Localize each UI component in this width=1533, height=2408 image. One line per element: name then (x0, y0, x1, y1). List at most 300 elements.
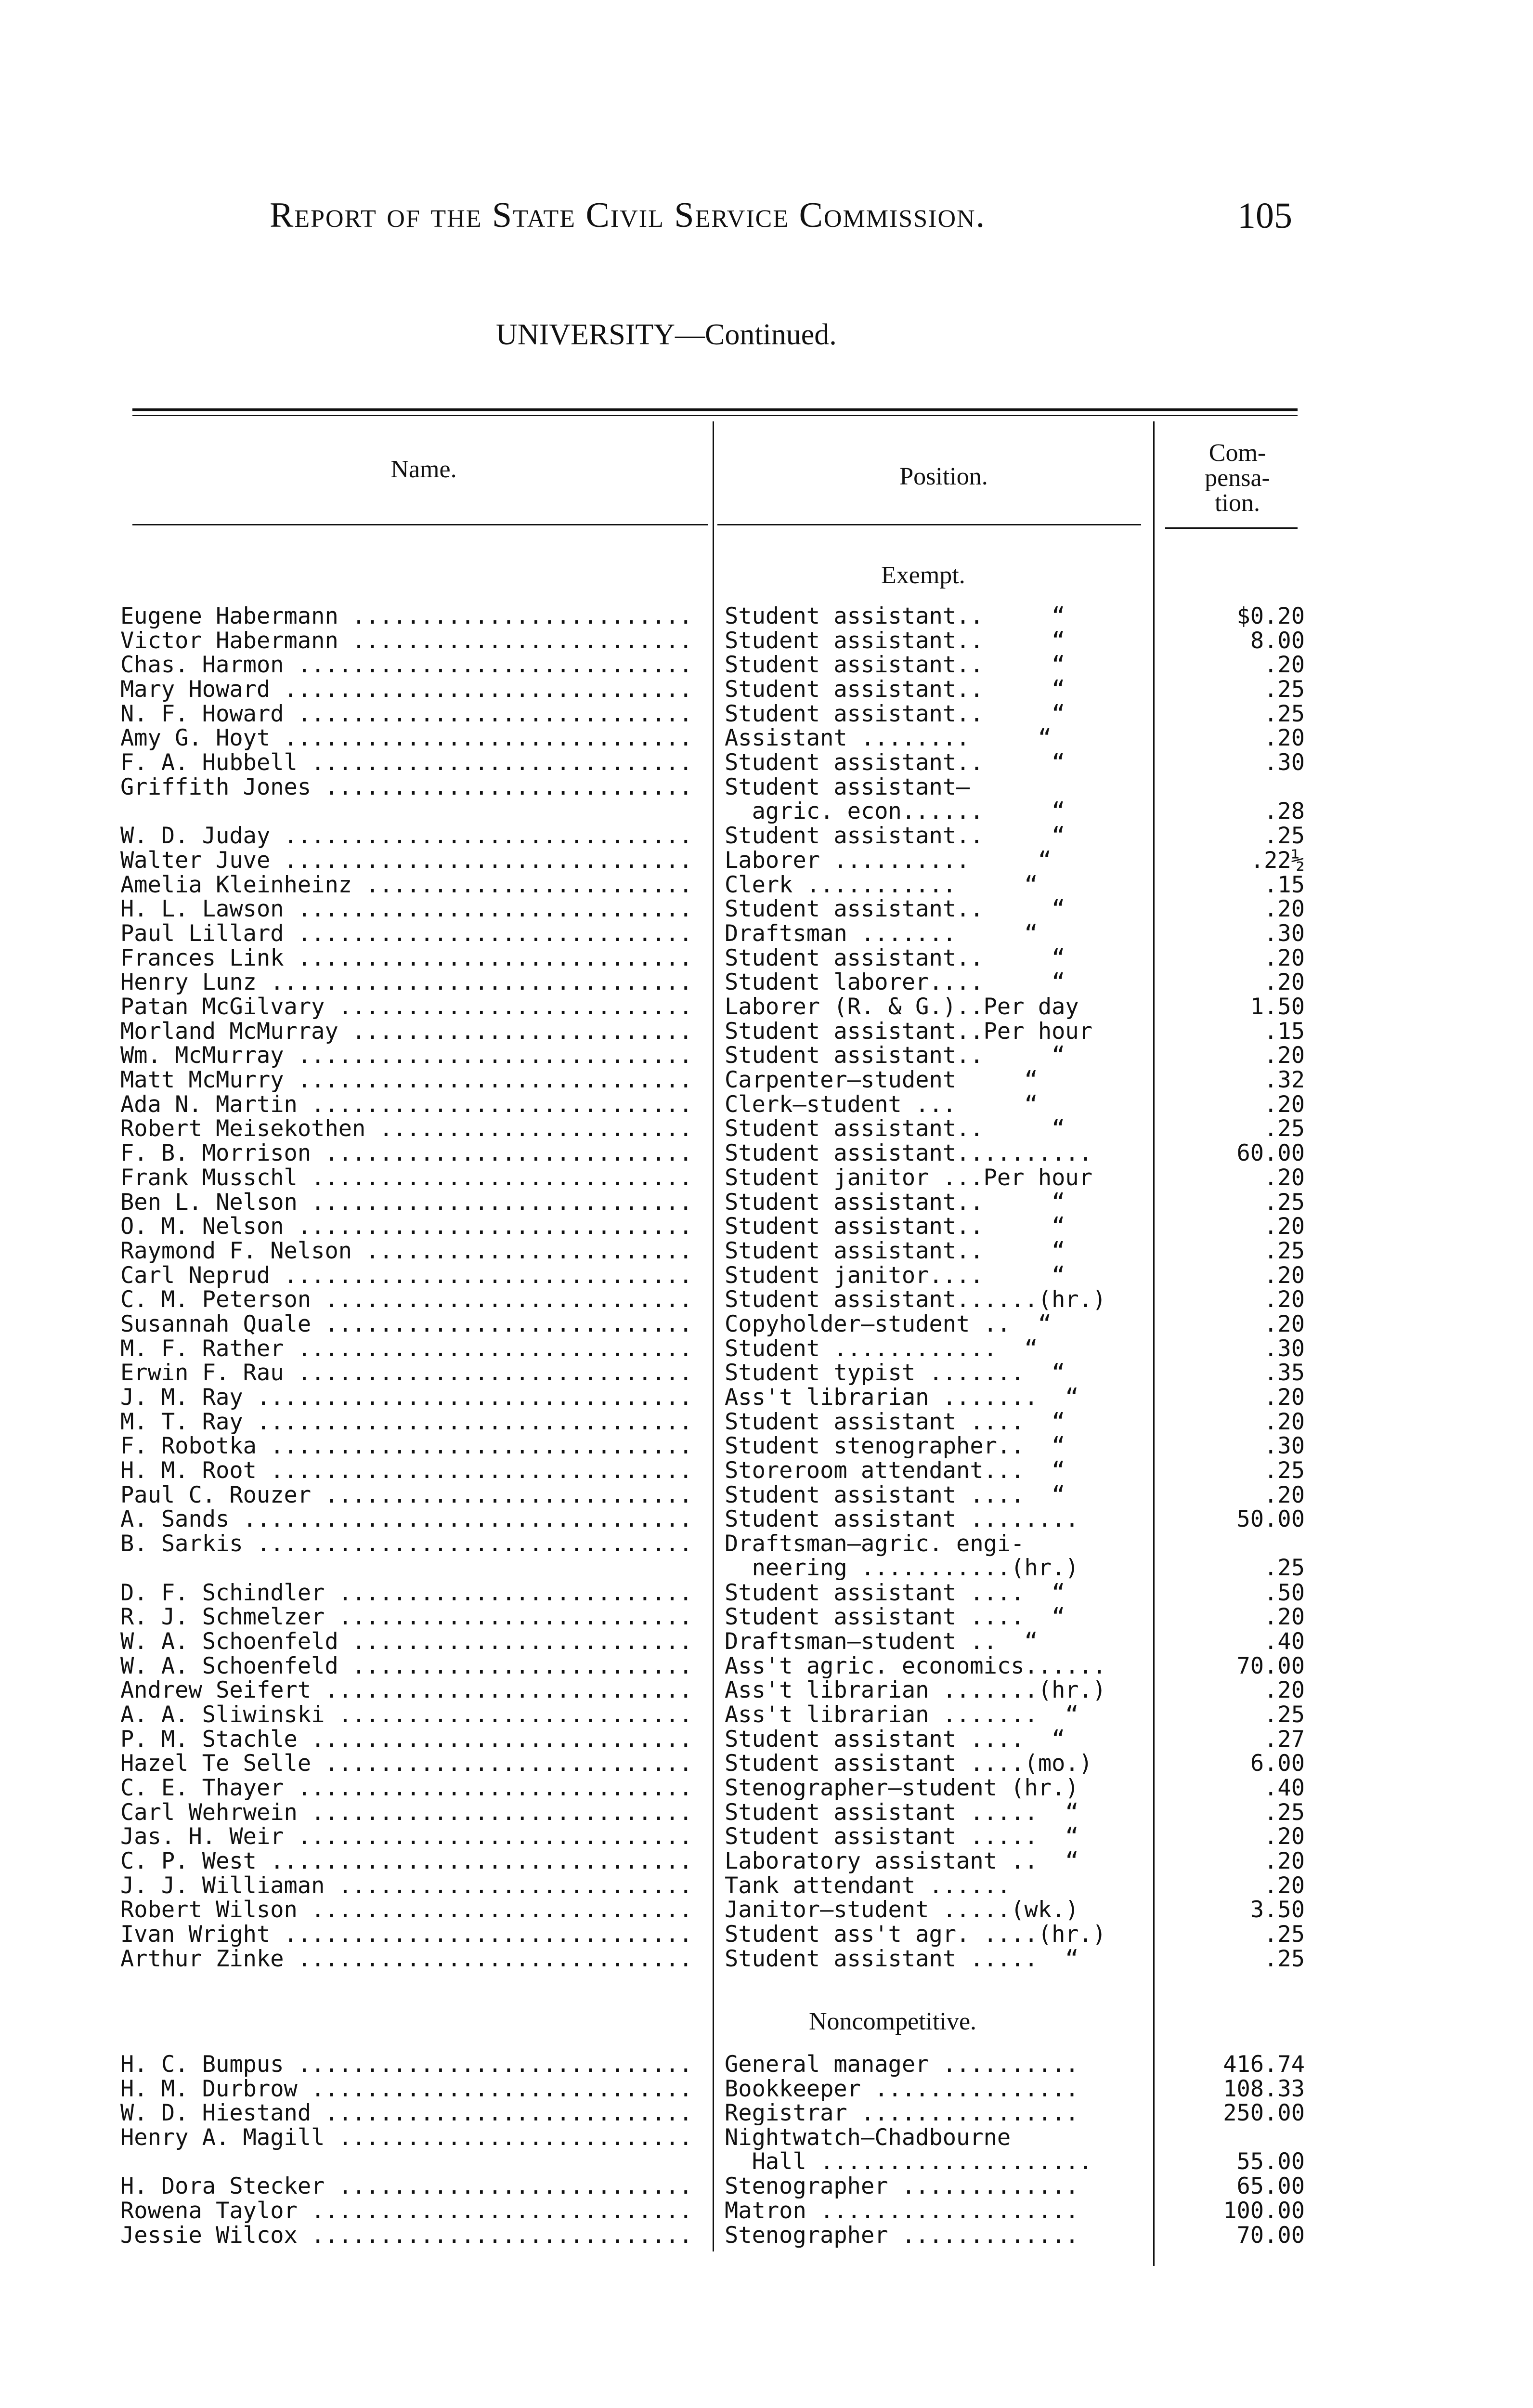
leader-dots (325, 1703, 693, 1727)
leader-dots (325, 1581, 693, 1605)
employee-name-text: Griffith Jones (120, 775, 312, 799)
employee-name (120, 1044, 693, 1068)
employee-name-text: Carl Neprud (120, 1263, 271, 1288)
leader-dots (284, 1215, 693, 1239)
table-row (0, 849, 1533, 873)
leader-dots (338, 629, 693, 653)
position-text: Janitor—student .....(wk.) (725, 1898, 1079, 1923)
table-row (0, 678, 1533, 702)
table-row (0, 2199, 1533, 2224)
position-text: Student assistant ........ (725, 1507, 1079, 1532)
position-text: Student assistant.. “ (725, 1190, 1065, 1215)
position-cell (725, 1020, 1148, 1044)
employee-name (120, 2077, 693, 2101)
employee-name-text: Jessie Wilcox (120, 2223, 298, 2248)
table-row (0, 995, 1533, 1020)
table-row (0, 2224, 1533, 2248)
leader-dots (257, 1459, 693, 1483)
employee-name-text: Erwin F. Rau (120, 1361, 284, 1386)
position-text: Student assistant.......... (725, 1141, 1093, 1166)
compensation-value: .32 (1264, 1068, 1305, 1093)
compensation-value: .20 (1264, 1483, 1305, 1507)
position-text: Tank attendant ...... (725, 1873, 1011, 1898)
table-row (0, 1752, 1533, 1776)
position-text: Student assistant..Per hour (725, 1019, 1093, 1044)
employee-name-text: W. D. Hiestand (120, 2101, 312, 2126)
position-text: Clerk ........... “ (725, 873, 1038, 897)
table-row (0, 1923, 1533, 1947)
position-text: Ass't librarian ....... “ (725, 1386, 1079, 1410)
compensation-value: .20 (1264, 946, 1305, 970)
employee-name-text: Amy G. Hoyt (120, 726, 271, 751)
table-row (0, 1288, 1533, 1312)
position-text: Student assistant .... “ (725, 1727, 1065, 1752)
employee-name (120, 1361, 693, 1385)
employee-name (120, 1507, 693, 1531)
employee-name (120, 1117, 693, 1141)
compensation-value: .20 (1264, 897, 1305, 922)
leader-dots (284, 897, 693, 921)
employee-name (120, 1386, 693, 1410)
running-head: Report of the State Civil Service Commission. (270, 196, 986, 235)
leader-dots (325, 995, 693, 1019)
leader-dots (311, 2101, 693, 2125)
position-text: Student assistant.. “ (725, 824, 1065, 849)
table-row (0, 775, 1533, 824)
employee-name-text: W. A. Schoenfeld (120, 1629, 338, 1654)
position-text: Student assistant .... “ (725, 1410, 1065, 1434)
employee-name (120, 1288, 693, 1312)
leader-dots (325, 2174, 693, 2199)
table-row (0, 604, 1533, 629)
employee-name (120, 1093, 693, 1117)
table-row (0, 1874, 1533, 1898)
compensation-value: .15 (1264, 1019, 1305, 1044)
table-row (0, 1044, 1533, 1068)
employee-name-text: Robert Meisekothen (120, 1117, 366, 1141)
position-text: Student assistant.. “ (725, 897, 1065, 922)
leader-dots (298, 1898, 693, 1922)
position-text: Student assistant .... “ (725, 1605, 1065, 1630)
position-cell (725, 970, 1148, 995)
employee-name (120, 702, 693, 726)
leader-dots (338, 1630, 693, 1654)
table-row (0, 1654, 1533, 1679)
position-cell (725, 702, 1148, 726)
compensation-value: .20 (1264, 1386, 1305, 1410)
table-row (0, 1337, 1533, 1361)
employee-name-text: A. Sands (120, 1507, 230, 1532)
position-text: Student stenographer.. “ (725, 1434, 1065, 1459)
employee-name (120, 1678, 693, 1702)
position-cell (725, 2199, 1148, 2223)
table-row (0, 1678, 1533, 1703)
position-text: Student assistant.. “ (725, 946, 1065, 970)
compensation-value: .20 (1264, 970, 1305, 995)
employee-name-text: Susannah Quale (120, 1312, 312, 1336)
employee-name-text: A. A. Sliwinski (120, 1702, 325, 1727)
position-text: Student assistant .... “ (725, 1483, 1065, 1507)
employee-name (120, 1605, 693, 1629)
employee-name (120, 1849, 693, 1873)
position-text: agric. econ...... “ (725, 798, 1065, 824)
leader-dots (243, 1532, 693, 1556)
position-cell (725, 629, 1148, 653)
employee-name-text: Henry A. Magill (120, 2126, 325, 2150)
position-cell (725, 653, 1148, 677)
position-text: Storeroom attendant... “ (725, 1459, 1065, 1483)
table-row (0, 1581, 1533, 1606)
compensation-value: 6.00 (1250, 1752, 1305, 1776)
employee-name (120, 2224, 693, 2248)
position-cell (725, 946, 1148, 970)
table-row (0, 1361, 1533, 1386)
leader-dots (284, 946, 693, 970)
table-row (0, 1630, 1533, 1654)
position-text: Stenographer ............. (725, 2223, 1079, 2248)
employee-name-text: Hazel Te Selle (120, 1752, 312, 1776)
table-row (0, 1947, 1533, 1972)
employee-name-text: H. Dora Stecker (120, 2174, 325, 2199)
employee-name-text: Paul Lillard (120, 921, 284, 946)
position-cell (725, 1288, 1148, 1312)
position-text: Hall .................... (725, 2148, 1093, 2174)
table-row (0, 1801, 1533, 1825)
compensation-value: .25 (1264, 1190, 1305, 1215)
compensation-value: .25 (1264, 1800, 1305, 1825)
employee-name (120, 1752, 693, 1776)
leader-dots (284, 1825, 693, 1849)
table-row (0, 653, 1533, 678)
compensation-value: $0.20 (1236, 604, 1305, 628)
leader-dots (325, 1874, 693, 1898)
employee-name (120, 970, 693, 995)
leader-dots (338, 1020, 693, 1044)
compensation-value: .20 (1264, 1044, 1305, 1068)
leader-dots (284, 1044, 693, 1068)
employee-name (120, 1068, 693, 1092)
position-cell (725, 1141, 1148, 1165)
employee-name (120, 849, 693, 873)
header-bottom-rule-comp (1165, 527, 1298, 529)
position-text: Assistant ........ “ (725, 726, 1052, 751)
leader-dots (284, 922, 693, 946)
leader-dots (352, 1239, 693, 1263)
employee-name-text: H. C. Bumpus (120, 2053, 284, 2077)
employee-name-text: Carl Wehrwein (120, 1800, 298, 1825)
compensation-value: 70.00 (1236, 2223, 1305, 2248)
employee-name (120, 922, 693, 946)
compensation-value: 3.50 (1250, 1898, 1305, 1923)
position-text: Ass't librarian ....... “ (725, 1702, 1079, 1727)
table-row (0, 1532, 1533, 1581)
employee-name (120, 897, 693, 921)
compensation-value: .20 (1264, 1215, 1305, 1239)
employee-name (120, 1239, 693, 1263)
position-text: Registrar ................ (725, 2101, 1079, 2126)
position-text: Student assistant.. “ (725, 1117, 1065, 1141)
position-cell (725, 1752, 1148, 1776)
table-row (0, 1459, 1533, 1483)
position-text: Student assistant— (725, 775, 970, 800)
position-cell (725, 1386, 1148, 1410)
position-cell (725, 1703, 1148, 1727)
position-text: Student assistant.. “ (725, 1239, 1065, 1263)
employee-name (120, 629, 693, 653)
table-row (0, 897, 1533, 922)
leader-dots (311, 1483, 693, 1507)
employee-name (120, 1141, 693, 1165)
position-text: Ass't librarian .......(hr.) (725, 1678, 1106, 1703)
employee-name-text: Rowena Taylor (120, 2199, 298, 2224)
employee-name (120, 653, 693, 677)
table-row (0, 1898, 1533, 1923)
column-header-position: Position. (899, 463, 988, 490)
position-text: Laborer .......... “ (725, 848, 1052, 873)
position-cell (725, 1483, 1148, 1507)
compensation-value: .20 (1264, 653, 1305, 678)
table-row (0, 1312, 1533, 1337)
compensation-value: .25 (1264, 1702, 1305, 1727)
employee-name-text: Mary Howard (120, 678, 271, 702)
leader-dots (270, 824, 693, 848)
compensation-value: .35 (1264, 1361, 1305, 1386)
employee-name-text: Ben L. Nelson (120, 1190, 298, 1215)
table-row (0, 824, 1533, 849)
compensation-value: .25 (1264, 1117, 1305, 1141)
employee-name (120, 1191, 693, 1215)
table-row (0, 1703, 1533, 1727)
employee-name-text: Matt McMurry (120, 1068, 284, 1093)
leader-dots (284, 1068, 693, 1092)
compensation-value: .20 (1264, 1312, 1305, 1336)
leader-dots (311, 1141, 693, 1165)
employee-name-text: H. L. Lawson (120, 897, 284, 922)
employee-name (120, 1215, 693, 1239)
position-cell (725, 726, 1148, 750)
position-cell (725, 1093, 1148, 1117)
position-text: Laborer (R. & G.)..Per day (725, 995, 1079, 1020)
position-text: Matron ................... (725, 2199, 1079, 2224)
compensation-value: .25 (1264, 1947, 1305, 1971)
compensation-value: 60.00 (1236, 1141, 1305, 1166)
compensation-value: .20 (1264, 1873, 1305, 1898)
leader-dots (270, 726, 693, 750)
leader-dots (311, 1678, 693, 1702)
compensation-value: .25 (1264, 678, 1305, 702)
employee-name (120, 1727, 693, 1752)
position-cell (725, 1410, 1148, 1434)
table-row (0, 1191, 1533, 1215)
employee-name-text: D. F. Schindler (120, 1581, 325, 1605)
table-row (0, 702, 1533, 727)
leader-dots (298, 1801, 693, 1825)
compensation-value: 108.33 (1223, 2077, 1305, 2101)
employee-name (120, 726, 693, 750)
employee-name (120, 2053, 693, 2077)
leader-dots (311, 1752, 693, 1776)
compensation-value: .50 (1264, 1581, 1305, 1605)
leader-dots (270, 1923, 693, 1947)
position-text: Student assistant .... “ (725, 1581, 1065, 1605)
position-text: Student janitor ...Per hour (725, 1165, 1093, 1190)
employee-name (120, 873, 693, 897)
employee-name (120, 1581, 693, 1605)
position-cell (725, 1654, 1148, 1678)
leader-dots (284, 1361, 693, 1385)
employee-name-text: Raymond F. Nelson (120, 1239, 352, 1263)
position-cell (725, 2126, 1148, 2174)
compensation-value: .20 (1264, 1165, 1305, 1190)
position-text: Student assistant.. “ (725, 604, 1065, 628)
compensation-value: 416.74 (1223, 2053, 1305, 2077)
position-cell (725, 1678, 1148, 1702)
position-text: Draftsman—student .. “ (725, 1629, 1038, 1654)
compensation-value: .15 (1264, 873, 1305, 897)
employee-name-text: Henry Lunz (120, 970, 257, 995)
position-text: Student assistant.. “ (725, 653, 1065, 678)
employee-name (120, 946, 693, 970)
compensation-value: .20 (1264, 1678, 1305, 1703)
employee-name-text: Frances Link (120, 946, 284, 970)
employee-name-text: Jas. H. Weir (120, 1825, 284, 1849)
employee-name (120, 1459, 693, 1483)
position-cell (725, 1947, 1148, 1971)
position-text: Student laborer.... “ (725, 970, 1065, 995)
employee-name-text: B. Sarkis (120, 1532, 243, 1557)
employee-name (120, 1410, 693, 1434)
table-row (0, 873, 1533, 898)
employee-name-text: C. M. Peterson (120, 1288, 312, 1312)
position-cell (725, 1215, 1148, 1239)
table-row (0, 1434, 1533, 1459)
position-text: Student assistant ..... “ (725, 1800, 1079, 1825)
position-cell (725, 2174, 1148, 2199)
employee-name-text: H. M. Root (120, 1459, 257, 1483)
leader-dots (284, 2053, 693, 2077)
employee-name-text: F. A. Hubbell (120, 751, 298, 775)
position-cell (725, 1191, 1148, 1215)
position-cell (725, 1898, 1148, 1922)
employee-name (120, 1874, 693, 1898)
position-text: Laboratory assistant .. “ (725, 1849, 1079, 1874)
position-cell (725, 1239, 1148, 1263)
table-row (0, 2053, 1533, 2077)
leader-dots (298, 1166, 693, 1190)
position-text: Student assistant.. “ (725, 1044, 1065, 1068)
employee-name-text: Ivan Wright (120, 1923, 271, 1947)
position-text: Student assistant.. “ (725, 628, 1065, 653)
position-text: Draftsman—agric. engi- (725, 1532, 1025, 1557)
employee-name (120, 1434, 693, 1458)
position-text: Student assistant......(hr.) (725, 1288, 1106, 1312)
table-row (0, 2077, 1533, 2102)
position-text: General manager .......... (725, 2053, 1079, 2077)
compensation-value: .30 (1264, 751, 1305, 775)
employee-name-text: P. M. Stachle (120, 1727, 298, 1752)
position-text: Student assistant ....(mo.) (725, 1752, 1093, 1776)
leader-dots (298, 1191, 693, 1215)
position-cell (725, 2224, 1148, 2248)
position-text: Student typist ....... “ (725, 1361, 1065, 1386)
employee-name (120, 604, 693, 628)
leader-dots (243, 1386, 693, 1410)
table-row (0, 1483, 1533, 1508)
leader-dots (298, 751, 693, 775)
leader-dots (298, 2077, 693, 2101)
position-cell (725, 1849, 1148, 1873)
employee-name (120, 2174, 693, 2199)
group-heading-exempt: Exempt. (881, 562, 965, 589)
table-row (0, 922, 1533, 946)
position-cell (725, 1801, 1148, 1825)
employee-name-text: Robert Wilson (120, 1898, 298, 1923)
compensation-value: .25 (1264, 1459, 1305, 1483)
employee-name-text: Paul C. Rouzer (120, 1483, 312, 1507)
employee-name-text: H. M. Durbrow (120, 2077, 298, 2101)
compensation-value: 100.00 (1223, 2199, 1305, 2224)
compensation-value: .27 (1264, 1727, 1305, 1752)
employee-name-text: F. B. Morrison (120, 1141, 312, 1166)
employee-name (120, 2126, 693, 2150)
position-cell (725, 897, 1148, 921)
employee-name-text: Ada N. Martin (120, 1092, 298, 1117)
employee-name (120, 1020, 693, 1044)
position-text: Student assistant ..... “ (725, 1947, 1079, 1971)
leader-dots (270, 678, 693, 702)
employee-name-text: Eugene Habermann (120, 604, 338, 628)
position-cell (725, 1044, 1148, 1068)
employee-name-text: M. T. Ray (120, 1410, 243, 1434)
table-row (0, 1776, 1533, 1801)
leader-dots (284, 1947, 693, 1971)
employee-name (120, 1703, 693, 1727)
position-text: Bookkeeper ............... (725, 2077, 1079, 2101)
leader-dots (243, 1410, 693, 1434)
employee-name-text: J. M. Ray (120, 1386, 243, 1410)
position-cell (725, 2077, 1148, 2101)
employee-name (120, 751, 693, 775)
leader-dots (298, 1727, 693, 1752)
employee-name (120, 2101, 693, 2125)
employee-name-text: N. F. Howard (120, 702, 284, 726)
table-row (0, 1093, 1533, 1117)
table-row (0, 1020, 1533, 1044)
employee-name-text: O. M. Nelson (120, 1215, 284, 1239)
table-row (0, 1825, 1533, 1849)
position-cell (725, 1312, 1148, 1336)
position-cell (725, 849, 1148, 873)
position-text: Student ass't agr. ....(hr.) (725, 1923, 1106, 1947)
employee-name-text: J. J. Williaman (120, 1873, 325, 1898)
compensation-value: 70.00 (1236, 1654, 1305, 1678)
position-cell (725, 678, 1148, 702)
employee-name-text: C. P. West (120, 1849, 257, 1874)
column-header-compensation: Com- pensa- tion. (1205, 439, 1270, 517)
employee-name (120, 1312, 693, 1336)
table-row (0, 1215, 1533, 1239)
position-text: Ass't agric. economics...... (725, 1654, 1106, 1678)
leader-dots (270, 849, 693, 873)
leader-dots (311, 1288, 693, 1312)
position-cell (725, 1434, 1148, 1458)
table-top-rule (132, 408, 1298, 411)
employee-name (120, 1801, 693, 1825)
compensation-value: 8.00 (1250, 628, 1305, 653)
position-cell (725, 922, 1148, 946)
compensation-value: .30 (1264, 1336, 1305, 1361)
employee-name (120, 1483, 693, 1507)
